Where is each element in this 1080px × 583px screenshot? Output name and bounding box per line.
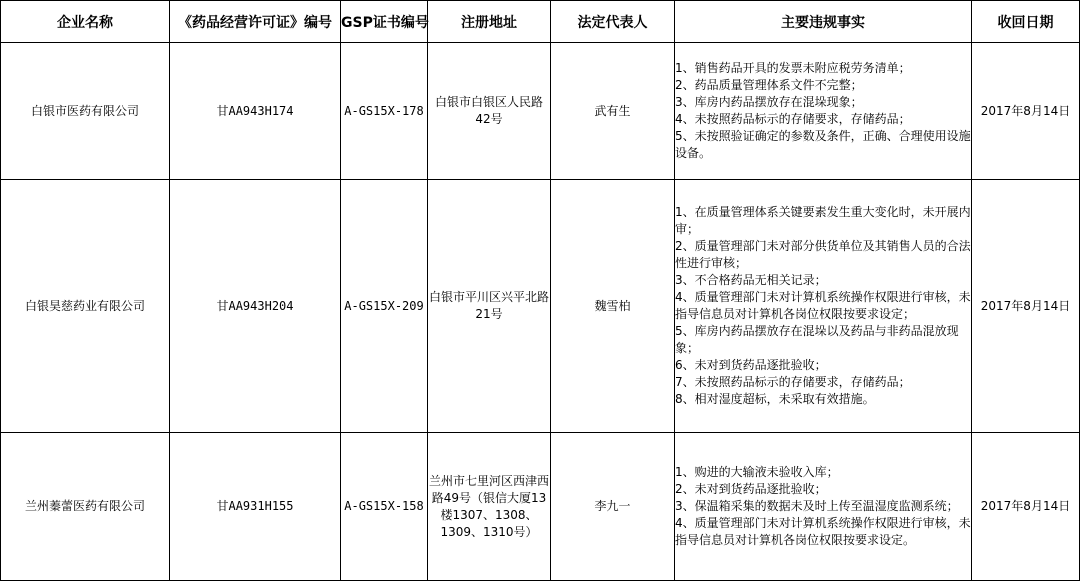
header-violations: 主要违规事实 xyxy=(675,1,972,43)
violation-item: 2、药品质量管理体系文件不完整； xyxy=(675,78,863,92)
header-gsp: GSP证书编号 xyxy=(341,1,428,43)
violation-item: 3、库房内药品摆放存在混垛现象； xyxy=(675,95,863,109)
revocation-date: 2017年8月14日 xyxy=(972,433,1080,581)
legal-representative: 武有生 xyxy=(551,43,675,180)
header-date: 收回日期 xyxy=(972,1,1080,43)
violation-item: 6、未对到货药品逐批验收； xyxy=(675,358,827,372)
violation-facts xyxy=(675,433,972,581)
header-row xyxy=(1,1,1080,43)
violation-item: 1、在质量管理体系关键要素发生重大变化时，未开展内审； xyxy=(675,205,971,236)
violation-item: 8、相对湿度超标，未采取有效措施。 xyxy=(675,392,875,406)
revocation-date: 2017年8月14日 xyxy=(972,180,1080,433)
legal-representative: 魏雪柏 xyxy=(551,180,675,433)
registered-address: 白银市平川区兴平北路21号 xyxy=(428,180,551,433)
header-company: 企业名称 xyxy=(1,1,170,43)
violation-item: 5、库房内药品摆放存在混垛以及药品与非药品混放现象； xyxy=(675,324,959,355)
violation-item: 4、未按照药品标示的存储要求，存储药品； xyxy=(675,112,911,126)
legal-representative: 李九一 xyxy=(551,433,675,581)
violation-item: 1、购进的大输液未验收入库； xyxy=(675,465,839,479)
company-name: 兰州蓁蕾医药有限公司 xyxy=(1,433,170,581)
header-address: 注册地址 xyxy=(428,1,551,43)
violation-item: 4、质量管理部门未对计算机系统操作权限进行审核，未指导信息员对计算机各岗位权限按要求设定； xyxy=(675,290,971,321)
company-name: 白银市医药有限公司 xyxy=(1,43,170,180)
violation-facts xyxy=(675,180,972,433)
license-number: 甘AA943H204 xyxy=(170,180,341,433)
company-name: 白银昊慈药业有限公司 xyxy=(1,180,170,433)
violation-item: 3、保温箱采集的数据未及时上传至温湿度监测系统； xyxy=(675,499,959,513)
gsp-number: A-GS15X-209 xyxy=(341,180,428,433)
violation-item: 5、未按照验证确定的参数及条件，正确、合理使用设施设备。 xyxy=(675,129,971,160)
violation-facts xyxy=(675,43,972,180)
violation-item: 1、销售药品开具的发票未附应税劳务清单； xyxy=(675,61,911,75)
violation-item: 2、未对到货药品逐批验收； xyxy=(675,482,827,496)
gsp-number: A-GS15X-158 xyxy=(341,433,428,581)
license-number: 甘AA931H155 xyxy=(170,433,341,581)
header-representative: 法定代表人 xyxy=(551,1,675,43)
violation-item: 7、未按照药品标示的存储要求，存储药品； xyxy=(675,375,911,389)
license-number: 甘AA943H174 xyxy=(170,43,341,180)
header-license: 《药品经营许可证》编号 xyxy=(170,1,341,43)
gsp-number: A-GS15X-178 xyxy=(341,43,428,180)
registered-address: 兰州市七里河区西津西路49号（银信大厦13楼1307、1308、1309、1310号） xyxy=(428,433,551,581)
registered-address: 白银市白银区人民路42号 xyxy=(428,43,551,180)
table-row xyxy=(1,433,1080,581)
violation-item: 4、质量管理部门未对计算机系统操作权限进行审核，未指导信息员对计算机各岗位权限按要求设定。 xyxy=(675,516,971,547)
table-row xyxy=(1,43,1080,180)
revocation-date: 2017年8月14日 xyxy=(972,43,1080,180)
table-row xyxy=(1,180,1080,433)
violation-item: 3、不合格药品无相关记录； xyxy=(675,273,827,287)
violation-item: 2、质量管理部门未对部分供货单位及其销售人员的合法性进行审核； xyxy=(675,239,971,270)
